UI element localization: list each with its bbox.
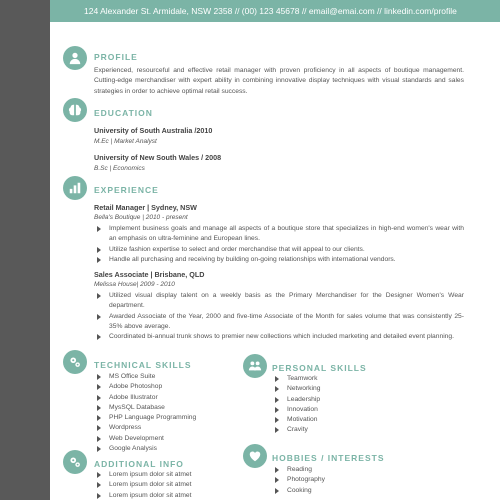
contact-line: 124 Alexander St. Armidale, NSW 2358 // (00) 123 45678 // email@emai.com // linkedin.com/profile [84,6,457,16]
list-item: Awarded Associate of the Year, 2000 and five-time Associate of the Month for sales volume that was consistently 25-35% above average. [94,312,464,333]
additional-info-list [94,470,192,501]
job-2-bullets [94,291,464,342]
left-sidebar-strip [0,0,50,500]
resume-page [50,22,500,500]
hobbies-list [272,465,325,496]
list-item: Lorem ipsum dolor sit atmet [94,470,192,480]
heart-icon [243,444,267,468]
list-item: Implement business goals and manage all aspects of a boutique store that specializes in high-end women's wear with an emphasis on ultra-feminine and European lines. [94,224,464,245]
education-degree-1: M.Ec | Market Analyst [94,138,157,145]
list-item: Adobe Photoshop [94,382,196,392]
list-item: Networking [272,384,320,394]
list-item: Utilize fashion expertise to select and order merchandise that will appeal to our clients. [94,245,464,255]
list-item: Cravity [272,425,320,435]
personal-skills-list [272,374,320,436]
list-item: Google Analysis [94,444,196,454]
list-item: Photography [272,475,325,485]
brain-icon [63,98,87,122]
additional-info-title: ADDITIONAL INFO [94,459,184,469]
education-degree-2: B.Sc | Economics [94,165,145,172]
list-item: Utilized visual display talent on a weekly basis as the Primary Merchandiser for the Designer Women's Wear department. [94,291,464,312]
gears-icon [63,450,87,474]
personal-skills-title: PERSONAL SKILLS [272,363,367,373]
list-item: MysSQL Database [94,403,196,413]
technical-skills-title: TECHNICAL SKILLS [94,360,192,370]
list-item: Lorem ipsum dolor sit atmet [94,491,192,501]
list-item: Coordinated bi-annual trunk shows to premier new collections which included marketing and detailed event planning. [94,332,464,342]
education-school-1: University of South Australia /2010 [94,126,213,135]
education-title: EDUCATION [94,108,153,118]
list-item: Innovation [272,405,320,415]
technical-skills-list [94,372,196,454]
job-1-role: Retail Manager | Sydney, NSW [94,203,197,212]
gears-icon [63,350,87,374]
list-item: Teamwork [272,374,320,384]
job-2-place: Melissa House| 2009 - 2010 [94,281,175,288]
list-item: Adobe Illustrator [94,393,196,403]
hobbies-title: HOBBIES / INTERESTS [272,453,385,463]
job-1-bullets [94,224,464,265]
list-item: Handle all purchasing and receiving by building on-going relationships with international vendors. [94,255,464,265]
list-item: Wordpress [94,423,196,433]
person-icon [63,46,87,70]
profile-title: PROFILE [94,52,138,62]
list-item: Leadership [272,395,320,405]
job-2-role: Sales Associate | Brisbane, QLD [94,270,205,279]
education-school-2: University of New South Wales / 2008 [94,153,222,162]
list-item: Lorem ipsum dolor sit atmet [94,480,192,490]
list-item: MS Office Suite [94,372,196,382]
list-item: Motivation [272,415,320,425]
contact-bar [50,0,500,22]
job-1-place: Bella's Boutique | 2010 - present [94,214,188,221]
list-item: PHP Language Programming [94,413,196,423]
profile-text: Experienced, resourceful and effective retail manager with proven proficiency in all aspects of boutique management. Cutting-edge merchandiser with expert ability in combining innovative display techniques with visual standards and sales strategies in order to achieve optimal retail success. [94,67,464,95]
people-icon [243,354,267,378]
bar-chart-icon [63,176,87,200]
list-item: Reading [272,465,325,475]
experience-title: EXPERIENCE [94,185,159,195]
list-item: Web Development [94,434,196,444]
list-item: Cooking [272,486,325,496]
